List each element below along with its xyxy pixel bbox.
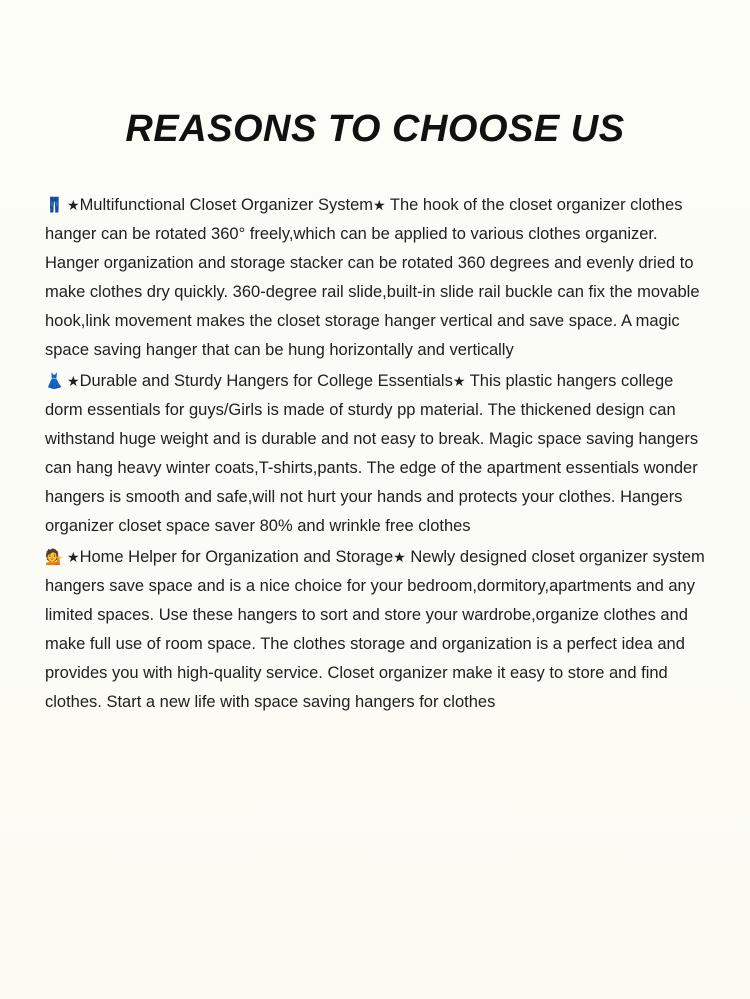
jeans-emoji: 👖: [45, 196, 64, 214]
reasons-list: [40, 191, 710, 717]
reason-paragraph-3: [45, 543, 705, 717]
page-title: REASONS TO CHOOSE US: [125, 108, 625, 150]
reason-paragraph-1: [45, 191, 705, 365]
dress-emoji: 👗: [45, 372, 64, 390]
star-open-icon: ★: [67, 550, 80, 566]
star-close-icon: ★: [373, 198, 386, 214]
person-emoji: 💁: [45, 548, 64, 566]
reason-paragraph-2: [45, 367, 705, 541]
star-close-icon: ★: [393, 550, 406, 566]
reason-heading-3: Home Helper for Organization and Storage: [79, 548, 394, 566]
star-open-icon: ★: [67, 374, 80, 390]
reason-body-3: Newly designed closet organizer system hangers save space and is a nice choice for your bedroom,dormitory,apartments and any limited spaces. Use these hangers to sort and store your wardrobe,organize clothes and make full use of room space. The clothes storage and organization is a perfect idea and provides you with high-quality service. Closet organizer make it easy to store and find clothes. Start a new life with space saving hangers for clothes: [45, 548, 705, 711]
reason-heading-1: Multifunctional Closet Organizer System: [79, 196, 374, 214]
reason-heading-2: Durable and Sturdy Hangers for College Essentials: [79, 372, 453, 390]
star-close-icon: ★: [452, 374, 466, 390]
reason-body-2: This plastic hangers college dorm essentials for guys/Girls is made of sturdy pp material. The thickened design can withstand huge weight and is durable and not easy to break. Magic space saving hangers can hang heavy winter coats,T-shirts,pants. The edge of the apartment essentials wonder hangers is smooth and safe,will not hurt your hands and protects your clothes. Hangers organizer closet space saver 80% and wrinkle free clothes: [45, 372, 699, 535]
star-open-icon: ★: [67, 198, 80, 214]
reason-body-1: The hook of the closet organizer clothes hanger can be rotated 360° freely,which can be applied to various clothes organizer. Hanger organization and storage stacker can be rotated 360 degrees and evenly dried to make clothes dry quickly. 360-degree rail slide,built-in slide rail buckle can fix the movable hook,link movement makes the closet storage hanger vertical and save space. A magic space saving hanger that can be hung horizontally and vertically: [45, 196, 700, 359]
